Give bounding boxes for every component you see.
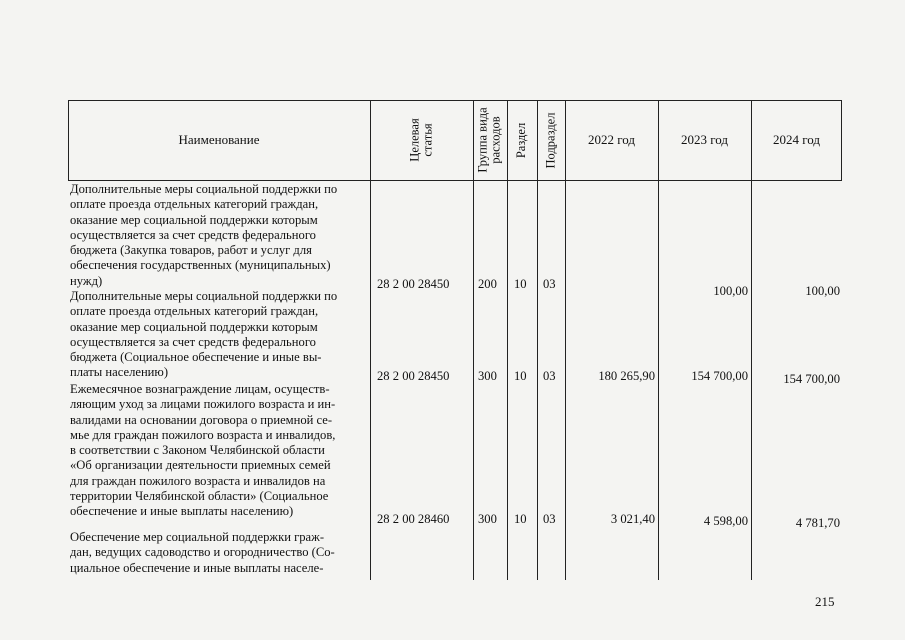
row-2023: 100,00 <box>713 284 748 298</box>
row-group: 300 <box>478 512 497 526</box>
header-2023: 2023 год <box>681 132 728 147</box>
grid-line <box>68 180 842 181</box>
row-article: 28 2 00 28460 <box>377 512 450 526</box>
header-subsection: Подраздел <box>543 112 558 168</box>
row-name: Ежемесячное вознаграждение лицам, осуществ- ляющим уход за лицами пожилого возраста и ин- валидами на основании договора о приемной се- мье для граждан пожилого возраста и инвалидов, в соответствии с Законом Челябинской области «Об организации деятельности приемных семей для граждан пожилого возраста и инвалидов на территории Челябинской области» (Социальное обеспечение и иные выплаты населению) <box>70 382 336 519</box>
row-subsection: 03 <box>543 369 556 383</box>
header-2022: 2022 год <box>588 132 635 147</box>
row-2024: 100,00 <box>805 284 840 298</box>
header-target-article: Целевая статья <box>407 118 435 162</box>
row-2023: 154 700,00 <box>691 369 748 383</box>
row-subsection: 03 <box>543 512 556 526</box>
row-name: Обеспечение мер социальной поддержки граж- дан, ведущих садоводство и огородничество (Со- циальное обеспечение и иные выплаты населе- <box>70 530 335 575</box>
row-article: 28 2 00 28450 <box>377 369 450 383</box>
budget-table <box>68 100 842 580</box>
row-group: 200 <box>478 277 497 291</box>
row-section: 10 <box>514 277 527 291</box>
row-group: 300 <box>478 369 497 383</box>
header-name: Наименование <box>178 132 260 147</box>
row-name: Дополнительные меры социальной поддержки по оплате проезда отдельных категорий граждан, оказание мер социальной поддержки которым осуществляется за счет средств федерального бюджета (Социальное обеспечение и иные вы- платы населению) <box>70 289 338 380</box>
row-2022: 180 265,90 <box>598 369 655 383</box>
header-expense-group: Группа вида расходов <box>476 107 504 173</box>
row-subsection: 03 <box>543 277 556 291</box>
row-section: 10 <box>514 512 527 526</box>
row-2024: 154 700,00 <box>783 372 840 386</box>
row-name: Дополнительные меры социальной поддержки по оплате проезда отдельных категорий граждан, оказание мер социальной поддержки которым осуществляется за счет средств федерального бюджета (Закупка товаров, работ и услуг для обеспечения государственных (муниципальных) нужд) <box>70 182 338 288</box>
row-section: 10 <box>514 369 527 383</box>
row-2023: 4 598,00 <box>703 514 748 528</box>
header-section: Раздел <box>514 122 529 158</box>
header-2024: 2024 год <box>773 132 820 147</box>
row-2024: 4 781,70 <box>795 516 840 530</box>
row-2022: 3 021,40 <box>610 512 655 526</box>
page-number: 215 <box>815 594 835 609</box>
row-article: 28 2 00 28450 <box>377 277 450 291</box>
